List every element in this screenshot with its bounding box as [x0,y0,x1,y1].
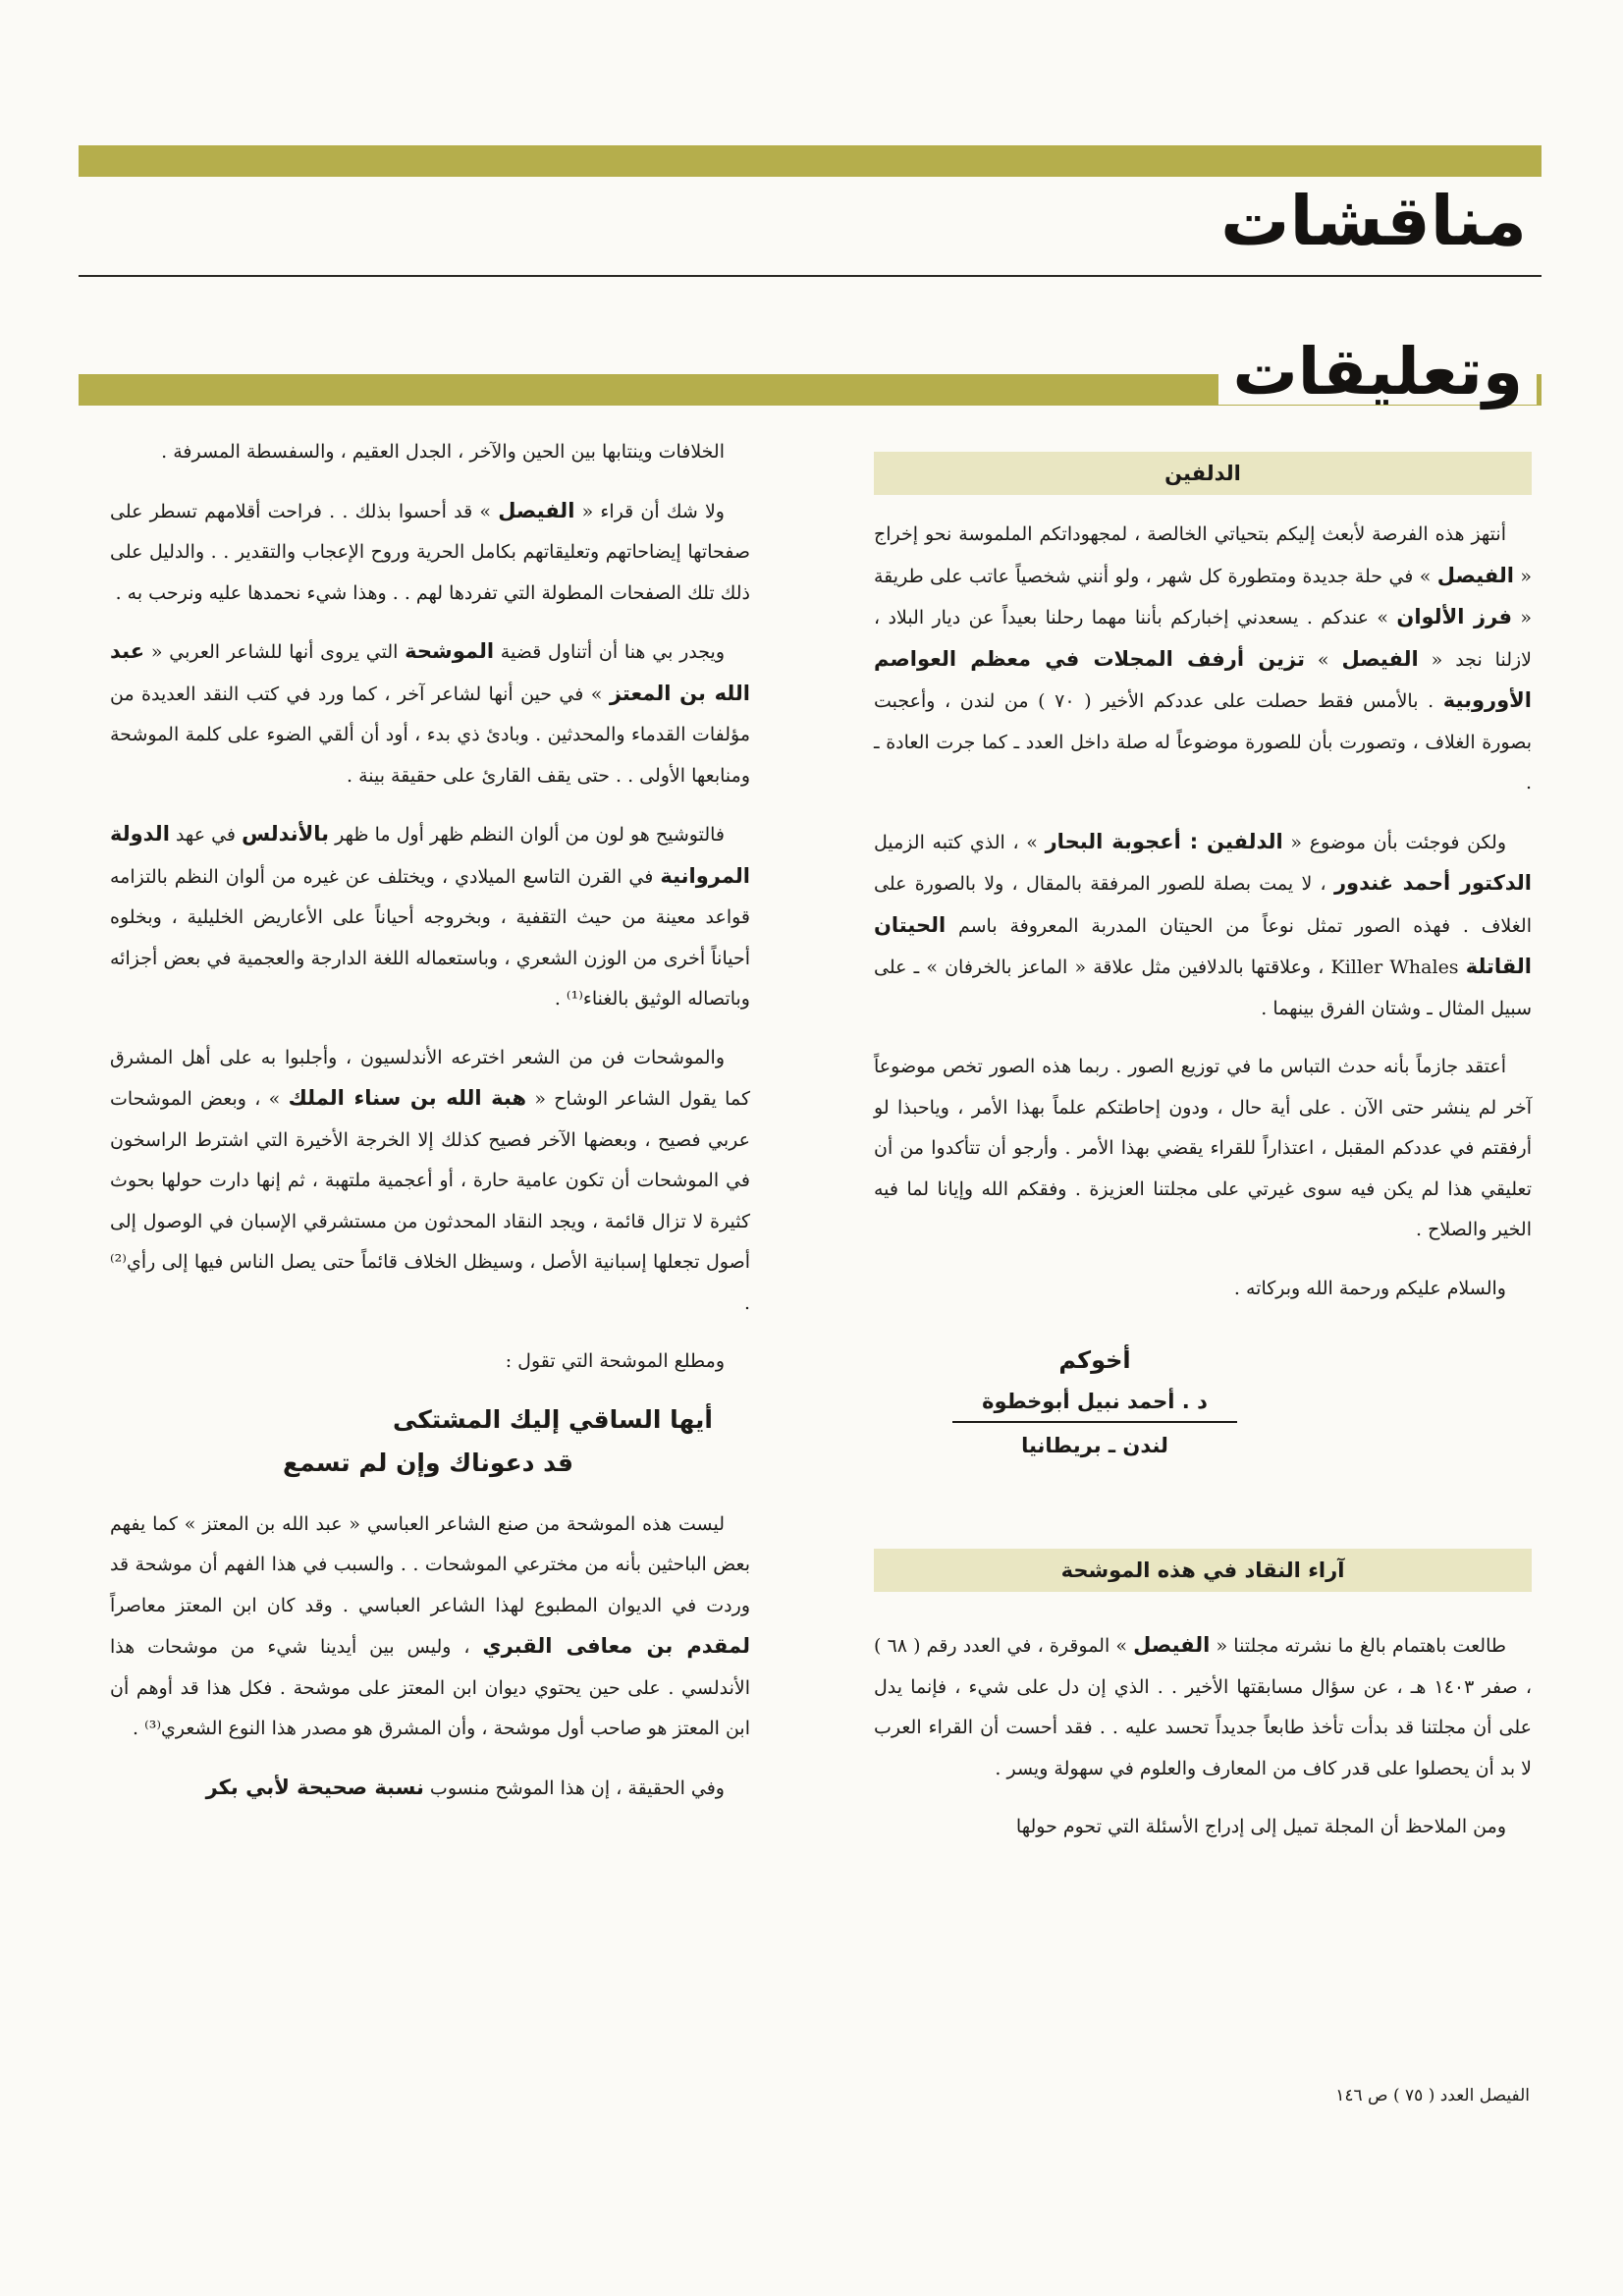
section-title-dolphin: الدلفين [874,452,1532,495]
page-footer: الفيصل العدد ( ٧٥ ) ص ١٤٦ [1335,2086,1530,2105]
paragraph: ومن الملاحظ أن المجلة تميل إلى إدراج الأسئلة التي تحوم حولها [1015,1816,1506,1837]
page-subtitle: وتعليقات [1218,340,1537,405]
paragraph: ومطلع الموشحة التي تقول : [505,1350,725,1372]
section-critics-body [874,1625,1532,1848]
verse-line-2: قد دعوناك وإن لم تسمع [283,1448,573,1477]
title-divider [79,275,1542,277]
signature-closing: أخوكم [1058,1346,1131,1374]
verse-line-1: أيها الساقي إليك المشتكى [392,1404,713,1434]
top-band [79,145,1542,177]
letter-signature [952,1339,1237,1468]
paragraph: طالعت باهتمام بالغ ما نشرته مجلتنا « الفيصل » الموقرة ، في العدد رقم ( ٦٨ ) ، صفر ١٤٠٣ هـ ، عن سؤال مسابقتها الأخير . . الذي إن دل على شيء ، فإنما يدل على أن مجلتنا قد بدأت تأخذ طابعاً جديداً تحسد عليه . . فقد أحست أن القراء العرب لا بد أن يحصلوا على قدر كاف من المعارف والعلوم في سهولة ويسر . [874,1633,1532,1779]
paragraph: ليست هذه الموشحة من صنع الشاعر العباسي « عبد الله بن المعتز » كما يفهم بعض الباحثين بأنه من مخترعي الموشحات . . والسبب في هذا الفهم أن موشحة قد وردت في الديوان المطبوع لهذا الشاعر العباسي . وقد كان ابن المعتز معاصراً لمقدم بن معافى القبري ، وليس بين أيدينا شيء من موشحات هذا الأندلسي . على حين يحتوي ديوان ابن المعتز على موشحة . فكل هذا قد أوهم أن ابن المعتز هو صاحب أول موشحة ، وأن المشرق هو مصدر هذا النوع الشعري⁽³⁾ . [110,1512,750,1739]
section-title-critics: آراء النقاد في هذه الموشحة [874,1549,1532,1592]
left-column-body [110,432,750,1383]
paragraph: وفي الحقيقة ، إن هذا الموشح منسوب نسبة صحيحة لأبي بكر [205,1775,725,1799]
paragraph: ولكن فوجئت بأن موضوع « الدلفين : أعجوبة البحار » ، الذي كتبه الزميل الدكتور أحمد غندور ، لا يمت بصلة للصور المرفقة بالمقال ، ولا بالصورة على الغلاف . فهذه الصور تمثل نوعاً من الحيتان المدربة المعروفة باسم الحيتان القاتلة Killer Whales ، وعلاقتها بالدلافين مثل علاقة « الماعز بالخرفان » ـ على سبيل المثال ـ وشتان الفرق بينهما . [874,829,1532,1019]
paragraph: الخلافات وينتابها بين الحين والآخر ، الجدل العقيم ، والسفسطة المسرفة . [161,441,725,463]
paragraph: أنتهز هذه الفرصة لأبعث إليكم بتحياتي الخالصة ، لمجهوداتكم الملموسة نحو إخراج « الفيصل » في حلة جديدة ومتطورة كل شهر ، ولو أنني شخصياً عاتب على طريقة « فرز الألوان » عندكم . يسعدني إخباركم بأننا مهما رحلنا بعيداً عن ديار البلاد ، لازلنا نجد « الفيصل » تزين أرفف المجلات في معظم العواصم الأوروبية . بالأمس فقط حصلت على عددكم الأخير ( ٧٠ ) من لندن ، وأعجبت بصورة الغلاف ، وتصورت بأن للصورة موضوعاً له صلة داخل العدد ـ كما جرت العادة ـ . [874,523,1532,793]
paragraph: أعتقد جازماً بأنه حدث التباس ما في توزيع الصور . ربما هذه الصور تخص موضوعاً آخر لم ينشر حتى الآن . على أية حال ، ودون إحاطتكم علماً بهذا الأمر ، وياحبذا لو أرفقتم في عددكم المقبل ، اعتذاراً للقراء يقضي بهذا الأمر . وأرجو أن تتأكدوا من أن تعليقي هذا لم يكن فيه سوى غيرتي على مجلتنا العزيزة . وفقكم الله وإيانا لما فيه الخير والصلاح . [874,1056,1532,1240]
poem-verse [110,1398,750,1485]
page-title: مناقشات [1211,187,1537,255]
signature-location: لندن ـ بريطانيا [1021,1434,1168,1457]
paragraph: والسلام عليكم ورحمة الله وبركاته . [1233,1277,1506,1299]
left-column-body-continued [110,1504,750,1810]
paragraph: فالتوشيح هو لون من ألوان النظم ظهر أول ما ظهر بالأندلس في عهد الدولة المروانية في القرن التاسع الميلادي ، ويختلف عن غيره من ألوان النظم بالتزامه قواعد معينة من حيث التقفية ، وبخروجه أحياناً على الأعاريض الخليلية ، وبخلوه أحياناً أخرى من الوزن الشعري ، وباستعماله اللغة الدارجة والعجمية في بعض أجزائه وباتصاله الوثيق بالغناء⁽¹⁾ . [110,822,750,1010]
paragraph: ولا شك أن قراء « الفيصل » قد أحسوا بذلك . . فراحت أقلامهم تسطر على صفحاتها إيضاحاتهم وتعليقاتهم بكامل الحرية وروح الإعجاب والتقدير . . والدليل على ذلك تلك الصفحات المطولة التي تفردها لهم . . وهذا شيء نحمدها عليه ونرحب به . [110,498,750,604]
paragraph: ويجدر بي هنا أن أتناول قضية الموشحة التي يروى أنها للشاعر العربي « عبد الله بن المعتز » في حين أنها لشاعر آخر ، كما ورد في كتب النقد العديدة من مؤلفات القدماء والمحدثين . وبادئ ذي بدء ، أود أن ألقي الضوء على كلمة الموشحة ومنابعها الأولى . . حتى يقف القارئ على حقيقة بينة . [110,639,751,787]
section-dolphin-body [874,515,1532,1309]
paragraph: والموشحات فن من الشعر اخترعه الأندلسيون ، وأجلبوا به على أهل المشرق كما يقول الشاعر الوشاح « هبة الله بن سناء الملك » ، وبعض الموشحات عربي فصيح ، وبعضها الآخر فصيح كذلك إلا الخرجة الأخيرة التي اشترط الراسخون في الموشحات أن تكون عامية حارة ، أو أعجمية ملتهبة ، ثم إنها دارت حولها بحوث كثيرة لا تزال قائمة ، ويجد النقاد المحدثون من مستشرقي الإسبان في الوصول إلى أصول تجعلها إسبانية الأصل ، وسيظل الخلاف قائماً حتى يصل الناس فيها إلى رأي⁽²⁾ . [110,1046,750,1314]
signature-name: د . أحمد نبيل أبوخطوة [952,1382,1237,1423]
left-column [110,432,750,1809]
right-column [874,452,1532,1848]
